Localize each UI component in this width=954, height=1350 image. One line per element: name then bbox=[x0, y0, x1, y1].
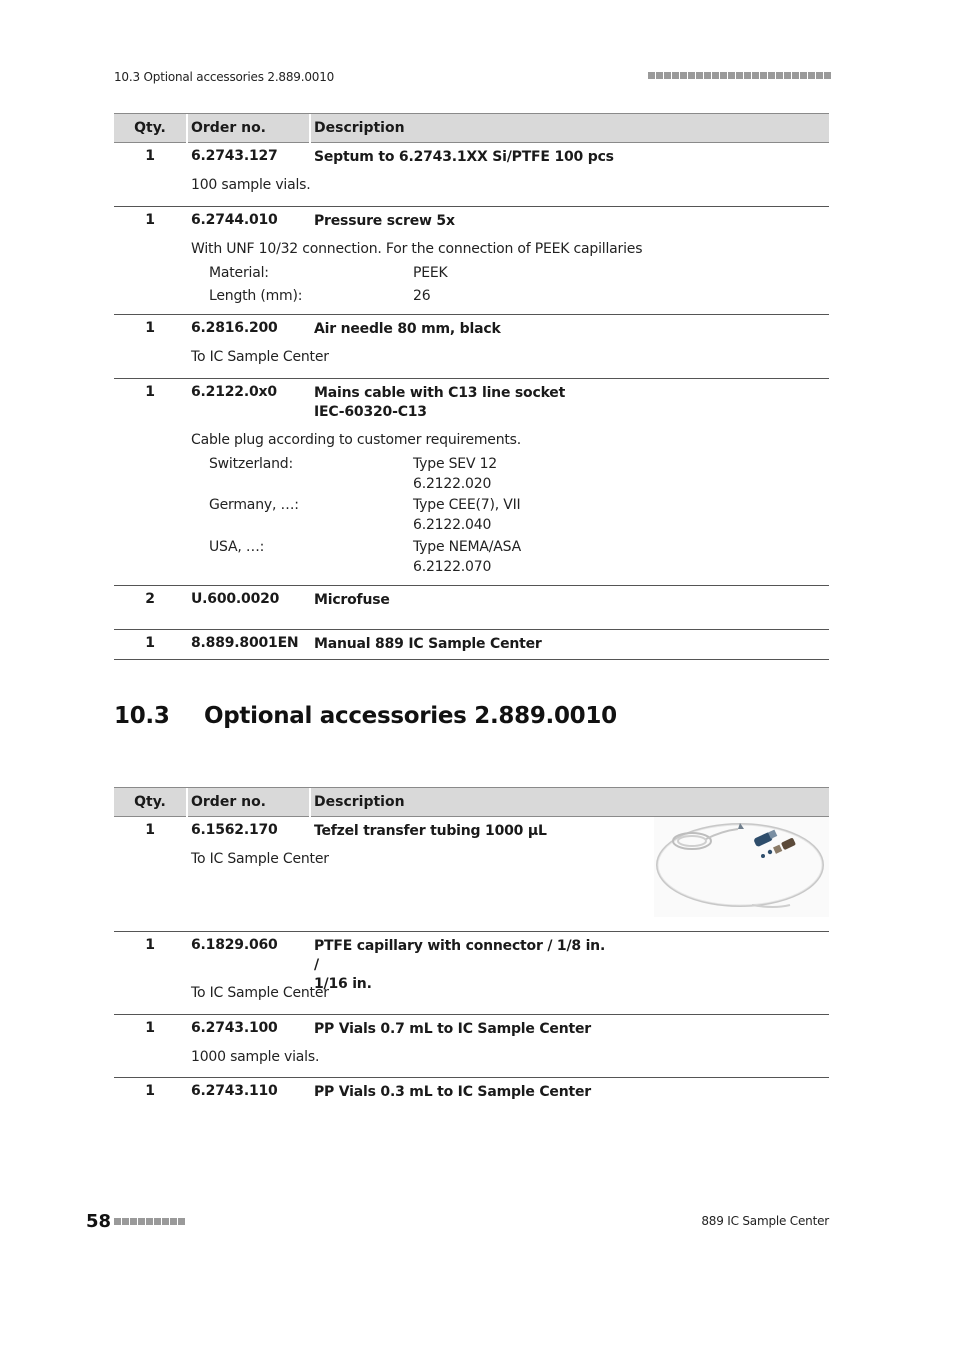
table-row bbox=[114, 817, 829, 932]
row-note: 1000 sample vials. bbox=[191, 1049, 320, 1065]
row-description: PP Vials 0.3 mL to IC Sample Center bbox=[314, 1084, 591, 1100]
table-row bbox=[114, 932, 829, 1015]
row-description: Air needle 80 mm, black bbox=[314, 321, 501, 337]
row-order-no: 6.2744.010 bbox=[191, 212, 278, 228]
row-qty: 2 bbox=[145, 591, 155, 607]
row-description: Mains cable with C13 line socket bbox=[314, 385, 566, 401]
prop-value-line: Type CEE(7), VII bbox=[413, 497, 521, 513]
row-order-no: 6.2743.100 bbox=[191, 1020, 278, 1036]
row-note: Cable plug according to customer requirements. bbox=[191, 432, 522, 448]
row-order-no: 6.2743.110 bbox=[191, 1083, 278, 1099]
row-order-no: U.600.0020 bbox=[191, 591, 280, 607]
row-description-block bbox=[309, 384, 614, 422]
row-order-no: 8.889.8001EN bbox=[191, 635, 299, 651]
table-row bbox=[114, 1078, 829, 1118]
row-qty: 1 bbox=[145, 937, 155, 953]
prop-value-line: 6.2122.020 bbox=[413, 476, 492, 492]
footer-dot-bar bbox=[114, 1218, 185, 1225]
row-description: Septum to 6.2743.1XX Si/PTFE 100 pcs bbox=[314, 149, 614, 165]
row-qty: 1 bbox=[145, 822, 155, 838]
row-order-no: 6.2743.127 bbox=[191, 148, 278, 164]
prop-label: Length (mm): bbox=[209, 288, 303, 304]
table-row bbox=[114, 379, 829, 586]
table-header bbox=[114, 113, 829, 143]
row-note: To IC Sample Center bbox=[191, 851, 329, 867]
col-order: Order no. bbox=[191, 794, 267, 810]
row-description: Pressure screw 5x bbox=[314, 213, 455, 229]
row-qty: 1 bbox=[145, 635, 155, 651]
row-qty: 1 bbox=[145, 1020, 155, 1036]
row-order-no: 6.2816.200 bbox=[191, 320, 278, 336]
prop-label: Material: bbox=[209, 265, 269, 281]
row-description: Microfuse bbox=[314, 592, 390, 608]
row-order-no: 6.1562.170 bbox=[191, 822, 278, 838]
prop-value bbox=[413, 454, 497, 494]
prop-value: PEEK bbox=[413, 265, 448, 281]
prop-label: Switzerland: bbox=[209, 456, 293, 472]
row-note: To IC Sample Center bbox=[191, 349, 329, 365]
col-description: Description bbox=[314, 794, 405, 810]
row-description: PP Vials 0.7 mL to IC Sample Center bbox=[314, 1021, 591, 1037]
table-row bbox=[114, 1015, 829, 1078]
col-order: Order no. bbox=[191, 120, 267, 136]
row-note: 100 sample vials. bbox=[191, 177, 311, 193]
row-description-line2: 1/16 in. bbox=[314, 976, 372, 992]
prop-label: USA, …: bbox=[209, 539, 265, 555]
prop-value-line: 6.2122.040 bbox=[413, 517, 492, 533]
prop-value bbox=[413, 495, 520, 535]
page-number: 58 bbox=[86, 1211, 112, 1232]
table-header bbox=[114, 787, 829, 817]
header-dot-bar bbox=[648, 72, 831, 79]
optional-accessories-table bbox=[114, 787, 829, 1118]
row-description-line2: IEC-60320-C13 bbox=[314, 404, 427, 420]
col-qty: Qty. bbox=[134, 794, 166, 810]
row-qty: 1 bbox=[145, 320, 155, 336]
row-qty: 1 bbox=[145, 212, 155, 228]
prop-value-line: Type NEMA/ASA bbox=[413, 539, 521, 555]
row-description: PTFE capillary with connector / 1/8 in. / bbox=[314, 938, 606, 973]
table-row bbox=[114, 630, 829, 660]
table-row bbox=[114, 143, 829, 207]
col-description: Description bbox=[314, 120, 405, 136]
prop-value bbox=[413, 537, 521, 577]
row-order-no: 6.1829.060 bbox=[191, 937, 278, 953]
prop-label: Germany, …: bbox=[209, 497, 299, 513]
prop-value: 26 bbox=[413, 288, 431, 304]
tubing-product-image bbox=[654, 817, 829, 917]
row-note: To IC Sample Center bbox=[191, 985, 329, 1001]
col-qty: Qty. bbox=[134, 120, 166, 136]
row-order-no: 6.2122.0x0 bbox=[191, 384, 277, 400]
row-description: Manual 889 IC Sample Center bbox=[314, 636, 542, 652]
section-heading bbox=[114, 703, 617, 729]
prop-value-line: Type SEV 12 bbox=[413, 456, 497, 472]
row-note: With UNF 10/32 connection. For the connection of PEEK capillaries bbox=[191, 241, 643, 257]
section-title: Optional accessories 2.889.0010 bbox=[204, 703, 617, 729]
table-row bbox=[114, 315, 829, 379]
table-row bbox=[114, 586, 829, 630]
running-header: 10.3 Optional accessories 2.889.0010 bbox=[114, 70, 335, 84]
row-description-block bbox=[309, 937, 614, 994]
table-row bbox=[114, 207, 829, 315]
row-qty: 1 bbox=[145, 148, 155, 164]
accessories-table bbox=[114, 113, 829, 660]
row-description: Tefzel transfer tubing 1000 µL bbox=[314, 823, 547, 839]
prop-value-line: 6.2122.070 bbox=[413, 559, 492, 575]
section-number: 10.3 bbox=[114, 703, 170, 729]
row-qty: 1 bbox=[145, 384, 155, 400]
row-qty: 1 bbox=[145, 1083, 155, 1099]
footer-doc-title: 889 IC Sample Center bbox=[701, 1214, 829, 1228]
